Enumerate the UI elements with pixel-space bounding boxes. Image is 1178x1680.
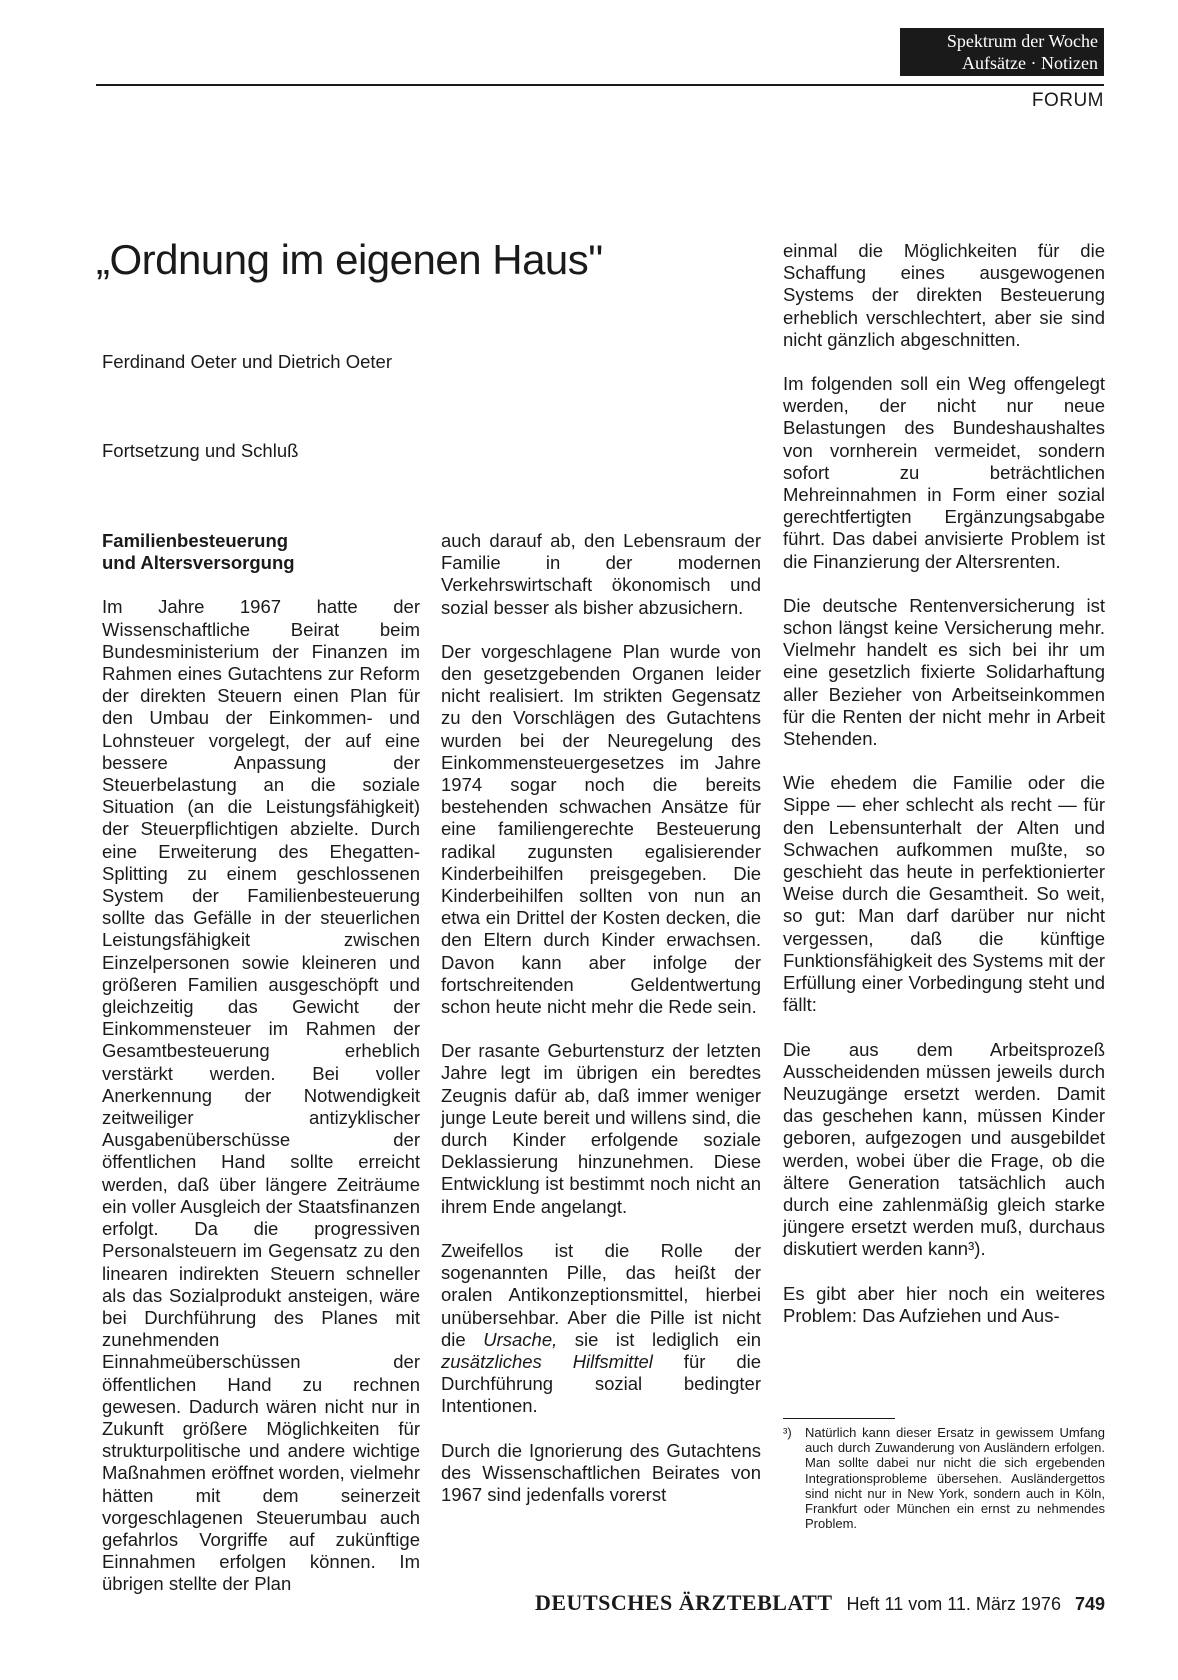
journal-name: DEUTSCHES ÄRZTEBLATT bbox=[535, 1590, 833, 1615]
paragraph-text: sie ist lediglich ein bbox=[557, 1328, 762, 1350]
paragraph: Der vorgeschlagene Plan wurde von den gesetzgebenden Organen leider nicht realisiert. Im strikten Gegensatz zu den Vorschlägen des Gutachtens wurden bei der Neuregelung des Einkommensteuergesetzes im Jahre 1974 sogar noch die bereits bestehenden schwachen Ansätze für eine familiengerechte Besteuerung radikal zugunsten egalisierender Kinderbeihilfen preisgegeben. Die Kinderbeihilfen sollten von nun an etwa ein Drittel der Kosten decken, die den Eltern durch Kinder erwachsen. Davon kann aber infolge der fortschreitenden Geldentwertung schon heute nicht mehr die Rede sein. bbox=[441, 640, 761, 1018]
footnote bbox=[783, 1425, 1105, 1531]
section-subheading bbox=[102, 530, 420, 574]
footnote-mark: ³) bbox=[783, 1425, 792, 1440]
footnote-text: Natürlich kann dieser Ersatz in gewissem Umfang auch durch Zuwanderung von Ausländern erfolgen. Man sollte dabei nur nicht die sich ergebenden Integrationsprobleme übersehen. Ausländergettos sind nicht nur in New York, sondern auch in Köln, Frankfurt oder München ein ernst zu nehmendes Problem. bbox=[805, 1425, 1105, 1532]
page-number: 749 bbox=[1074, 1594, 1105, 1614]
paragraph-text: Zweifellos ist die Rolle der sogenannten Pille, das heißt der oralen Antikonzeptionsmittel, hierbei unübersehbar. Aber die Pille ist nicht die bbox=[441, 1239, 761, 1350]
paragraph-text: ). bbox=[974, 1238, 986, 1260]
article-title: „Ordnung im eigenen Haus" bbox=[96, 236, 603, 283]
text-column-3 bbox=[783, 240, 1105, 1349]
footnote-reference: ³ bbox=[968, 1238, 975, 1260]
text-column-2 bbox=[441, 530, 761, 1528]
footnote-rule bbox=[783, 1418, 895, 1419]
paragraph bbox=[441, 1240, 761, 1418]
paragraph: Im folgenden soll ein Weg offengelegt werden, der nicht nur neue Belastungen des Bundeshaushaltes von vornherein vermeidet, sondern sofort zu beträchtlichen Mehreinnahmen in Form einer sozial gerechtfertigten Ergänzungsabgabe führt. Das dabei anvisierte Problem ist die Finanzierung der Altersrenten. bbox=[783, 373, 1105, 572]
section-tag-line-2: Aufsätze · Notizen bbox=[962, 53, 1098, 73]
subheading-line-1: Familienbesteuerung bbox=[102, 530, 289, 551]
paragraph-text: Die aus dem Arbeitsprozeß Ausscheidenden müssen jeweils durch Neuzugänge ersetzt werden. Damit das geschehen kann, müssen Kinder geboren, aufgezogen und ausgebildet werden, wobei über die Frage, ob die ältere Generation tatsächlich auch durch eine zahlenmäßig gleich starke jüngere ersetzt werden muß, durchaus diskutiert werden kann bbox=[783, 1038, 1105, 1260]
article-authors: Ferdinand Oeter und Dietrich Oeter bbox=[102, 351, 392, 372]
section-tag-line-1: Spektrum der Woche bbox=[946, 31, 1098, 51]
section-tag bbox=[900, 28, 1104, 76]
paragraph: Durch die Ignorierung des Gutachtens des Wissenschaftlichen Beirates von 1967 sind jedenfalls vorerst bbox=[441, 1439, 761, 1505]
paragraph-text: für die Durchführung sozial bedingter Intentionen. bbox=[441, 1350, 762, 1417]
issue-info: Heft 11 vom 11. März 1976 bbox=[846, 1594, 1061, 1614]
paragraph: auch darauf ab, den Lebensraum der Familie in der modernen Verkehrswirtschaft ökonomisch und sozial besser als bisher abzusichern. bbox=[441, 530, 761, 618]
header-rule bbox=[96, 84, 1104, 86]
paragraph: Es gibt aber hier noch ein weiteres Problem: Das Aufziehen und Aus- bbox=[783, 1282, 1105, 1326]
paragraph: Der rasante Geburtensturz der letzten Jahre legt im übrigen ein beredtes Zeugnis dafür ab, daß immer weniger junge Leute bereit und willens sind, die durch Kinder erfolgende soziale Deklassierung hinzunehmen. Diese Entwicklung ist bestimmt noch nicht an ihrem Ende angelangt. bbox=[441, 1040, 761, 1217]
paragraph: Die deutsche Rentenversicherung ist schon längst keine Versicherung mehr. Vielmehr handelt es sich bei ihr um eine gesetzlich fixierte Solidarhaftung aller Bezieher von Arbeitseinkommen für die Renten der nicht mehr in Arbeit Stehenden. bbox=[783, 594, 1105, 750]
emphasis: zusätzliches Hilfsmittel bbox=[441, 1350, 653, 1372]
paragraph: einmal die Möglichkeiten für die Schaffung eines ausgewogenen Systems der direkten Besteuerung erheblich verschlechtert, aber sie sind nicht gänzlich abgeschnitten. bbox=[783, 240, 1105, 350]
text-column-1 bbox=[102, 530, 420, 1618]
page-footer bbox=[495, 1590, 1105, 1616]
emphasis: Ursache, bbox=[483, 1328, 558, 1350]
continuation-note: Fortsetzung und Schluß bbox=[102, 440, 299, 461]
paragraph bbox=[783, 1039, 1105, 1261]
category-label: FORUM bbox=[1031, 90, 1104, 111]
paragraph: Wie ehedem die Familie oder die Sippe — eher schlecht als recht — für den Lebensunterhalt der Alten und Schwachen aufkommen mußte, so geschieht das heute in perfektionierter Weise durch die Gesamtheit. So weit, so gut: Man darf darüber nur nicht vergessen, daß die künftige Funktionsfähigkeit des Systems mit der Erfüllung einer Vorbedingung steht und fällt: bbox=[783, 772, 1105, 1016]
subheading-line-2: und Altersversorgung bbox=[102, 552, 295, 574]
paragraph: Im Jahre 1967 hatte der Wissenschaftliche Beirat beim Bundesministerium der Finanzen im Rahmen eines Gutachtens zur Reform der direkten Steuern einen Plan für den Umbau der Einkommen- und Lohnsteuer vorgelegt, der auf eine bessere Anpassung der Steuerbelastung an die soziale Situation (an die Leistungsfähigkeit) der Steuerpflichtigen abzielte. Durch eine Erweiterung des Ehegatten-Splitting zu einem geschlossenen System der Familienbesteuerung sollte das Gefälle in der steuerlichen Leistungsfähigkeit zwischen Einzelpersonen sowie kleineren und größeren Familien ausgeschöpft und gleichzeitig das Gewicht der Einkommensteuer im Rahmen der Gesamtbesteuerung erheblich verstärkt werden. Bei voller Anerkennung der Notwendigkeit zeitweiliger antizyklischer Ausgabenüberschüsse der öffentlichen Hand sollte erreicht werden, daß über längere Zeiträume ein voller Ausgleich der Staatsfinanzen erfolgt. Da die progressiven Personalsteuern im Gegensatz zu den linearen indirekten Steuern schneller als das Sozialprodukt ansteigen, wäre bei Durchführung des Planes mit zunehmenden Einnahmeüberschüssen der öffentlichen Hand zu rechnen gewesen. Dadurch wären nicht nur in Zukunft größere Möglichkeiten für strukturpolitische und andere wichtige Maßnahmen eröffnet worden, vielmehr hätten mit dem seinerzeit vorgeschlagenen Steuerumbau auch gefahrlos Vorgriffe auf zukünftige Einnahmen erfolgen können. Im übrigen stellte der Plan bbox=[102, 596, 420, 1595]
